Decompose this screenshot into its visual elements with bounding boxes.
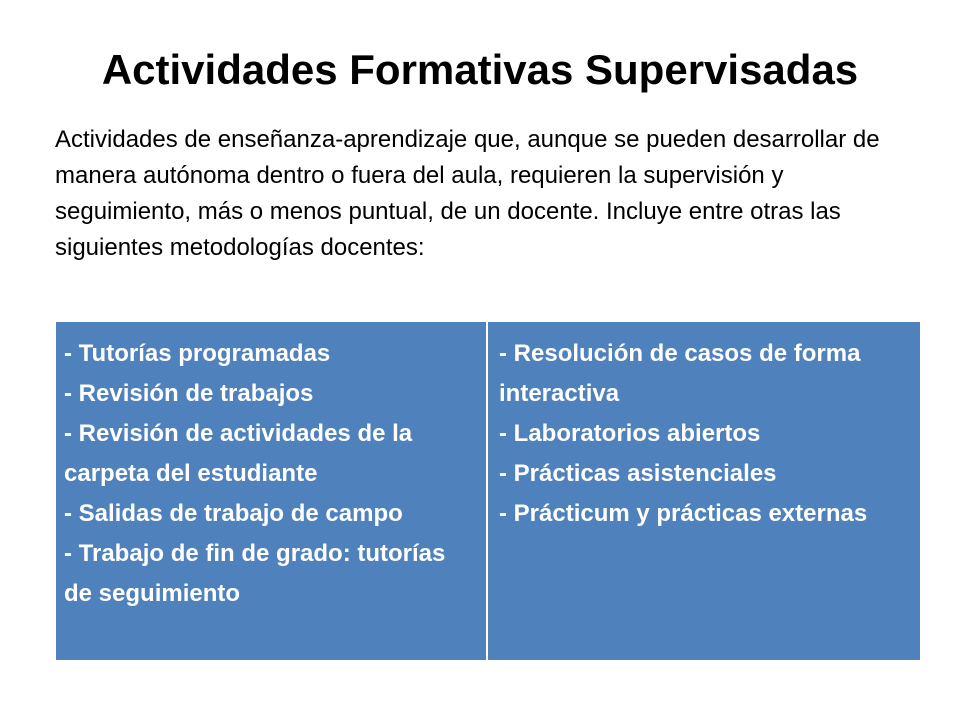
methodologies-table — [55, 321, 921, 661]
methodology-item: - Revisión de actividades de la carpeta del estudiante — [64, 420, 413, 487]
intro-paragraph: Actividades de enseñanza-aprendizaje que, aunque se pueden desarrollar de manera autónoma dentro o fuera del aula, requieren la supervisión y seguimiento, más o menos puntual, de un docente. Incluye entre otras las siguientes metodologías docentes: — [55, 126, 880, 261]
methodology-item: - Tutorías programadas — [64, 340, 331, 367]
methodology-item: - Revisión de trabajos — [64, 380, 314, 407]
methodologies-column-right — [488, 322, 920, 660]
methodology-item: - Laboratorios abiertos — [499, 420, 761, 447]
methodology-item: - Trabajo de fin de grado: tutorías de seguimiento — [64, 540, 446, 607]
methodologies-column-left — [56, 322, 488, 660]
methodology-item: - Prácticas asistenciales — [499, 460, 777, 487]
methodology-item: - Prácticum y prácticas externas — [499, 500, 868, 527]
slide-title: Actividades Formativas Supervisadas — [101, 46, 859, 93]
methodology-item: - Resolución de casos de forma interactiva — [499, 340, 861, 407]
methodology-item: - Salidas de trabajo de campo — [64, 500, 403, 527]
